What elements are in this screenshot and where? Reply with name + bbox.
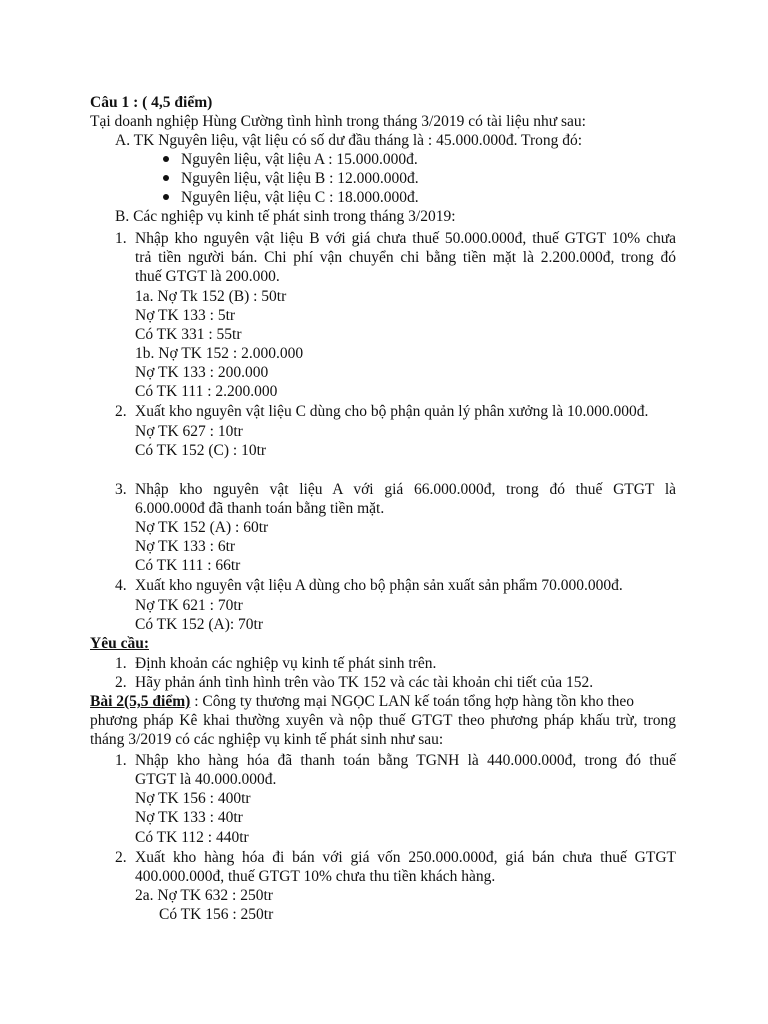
journal-entry: Có TK 331 : 55tr [135,326,242,343]
item-text: Xuất kho nguyên vật liệu C dùng cho bộ phận quản lý phân xưởng là 10.000.000đ. [135,403,649,420]
requirements-heading: Yêu cầu: [90,635,149,652]
journal-entry: Nợ TK 133 : 200.000 [135,364,269,381]
bai2-heading: Bài 2(5,5 điểm) [90,693,191,710]
item-text: Nhập kho nguyên vật liệu B với giá chưa thuế 50.000.000đ, thuế GTGT 10% chưa [135,230,676,247]
bai2-intro-text: phương pháp Kê khai thường xuyên và nộp thuế GTGT theo phương pháp khấu trừ, trong [90,712,676,729]
bullet-item: Nguyên liệu, vật liệu B : 12.000.000đ. [181,170,419,187]
bullet-item: Nguyên liệu, vật liệu A : 15.000.000đ. [181,151,418,168]
journal-entry: 1a. Nợ Tk 152 (B) : 50tr [135,288,287,305]
bullet-icon [163,175,169,181]
journal-entry: Có TK 111 : 66tr [135,557,241,574]
item-text: GTGT là 40.000.000đ. [135,771,277,788]
list-number: 4. [115,577,127,594]
journal-entry: Nợ TK 133 : 6tr [135,538,236,555]
journal-entry: Nợ TK 156 : 400tr [135,790,251,807]
bullet-item: Nguyên liệu, vật liệu C : 18.000.000đ. [181,189,419,206]
journal-entry: Nợ TK 133 : 5tr [135,307,236,324]
bullet-icon [163,156,169,162]
bai2-intro-text: tháng 3/2019 có các nghiệp vụ kinh tế phát sinh như sau: [90,731,444,748]
journal-entry: Có TK 152 (A): 70tr [135,616,264,633]
cau1-intro: Tại doanh nghiệp Hùng Cường tình hình trong tháng 3/2019 có tài liệu như sau: [90,113,586,130]
journal-entry: Nợ TK 621 : 70tr [135,597,243,614]
journal-entry: Nợ TK 627 : 10tr [135,423,243,440]
journal-entry: Nợ TK 152 (A) : 60tr [135,519,269,536]
item-text: trả tiền người bán. Chi phí vận chuyển chi bằng tiền mặt là 2.200.000đ, trong đó [135,249,676,266]
journal-entry: 1b. Nợ TK 152 : 2.000.000 [135,345,304,362]
journal-entry: 2a. Nợ TK 632 : 250tr [135,887,273,904]
journal-entry: Có TK 112 : 440tr [135,829,249,846]
list-number: 2. [115,849,127,866]
cau1-section-a: A. TK Nguyên liệu, vật liệu có số dư đầu tháng là : 45.000.000đ. Trong đó: [115,132,583,149]
list-number: 2. [115,674,127,691]
item-text: 400.000.000đ, thuế GTGT 10% chưa thu tiền khách hàng. [135,868,496,885]
item-text: Nhập kho nguyên vật liệu A với giá 66.000.000đ, trong đó thuế GTGT là [135,481,676,498]
bai2-intro-first-line [90,692,634,711]
item-text: Xuất kho nguyên vật liệu A dùng cho bộ phận sản xuất sản phẩm 70.000.000đ. [135,577,623,594]
item-text: thuế GTGT là 200.000. [135,268,280,285]
list-number: 1. [115,230,127,247]
item-text: Nhập kho hàng hóa đã thanh toán bằng TGNH là 440.000.000đ, trong đó thuế [135,752,676,769]
list-number: 1. [115,655,127,672]
bai2-intro-text: : Công ty thương mại NGỌC LAN kế toán tổng hợp hàng tồn kho theo [190,693,634,710]
journal-entry: Có TK 156 : 250tr [159,906,274,923]
bullet-icon [163,194,169,200]
requirement-item: Hãy phản ánh tình hình trên vào TK 152 và các tài khoản chi tiết của 152. [135,674,594,691]
list-number: 1. [115,752,127,769]
requirement-item: Định khoản các nghiệp vụ kinh tế phát sinh trên. [135,655,437,672]
cau1-section-b: B. Các nghiệp vụ kinh tế phát sinh trong tháng 3/2019: [115,208,456,225]
item-text: Xuất kho hàng hóa đi bán với giá vốn 250.000.000đ, giá bán chưa thuế GTGT [135,849,676,866]
item-text: 6.000.000đ đã thanh toán bằng tiền mặt. [135,500,385,517]
journal-entry: Có TK 152 (C) : 10tr [135,442,267,459]
list-number: 3. [115,481,127,498]
cau1-heading: Câu 1 : ( 4,5 điểm) [90,94,213,111]
journal-entry: Có TK 111 : 2.200.000 [135,383,278,400]
list-number: 2. [115,403,127,420]
journal-entry: Nợ TK 133 : 40tr [135,809,243,826]
